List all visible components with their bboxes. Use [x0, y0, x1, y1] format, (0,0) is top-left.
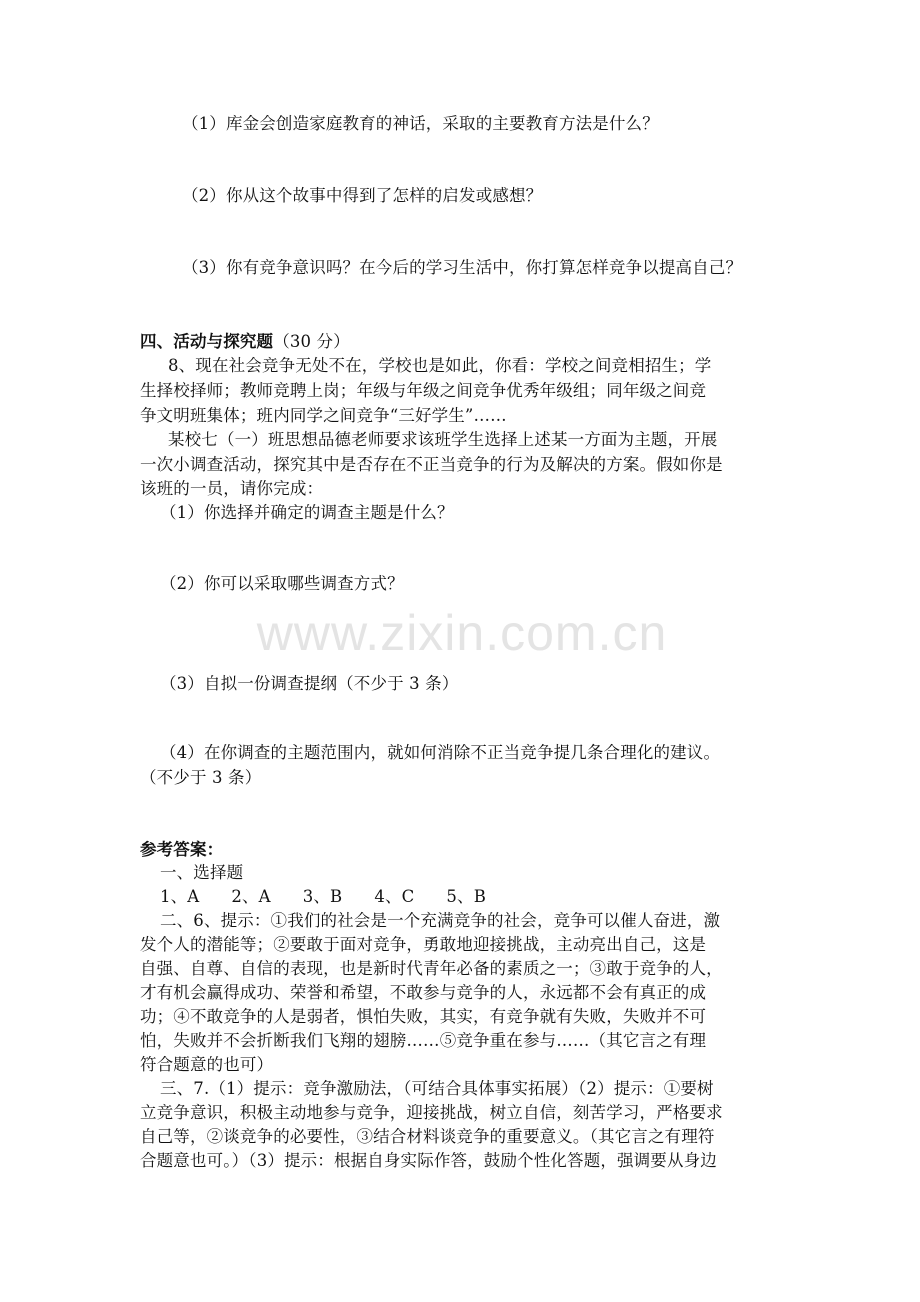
- answers-heading: 参考答案：: [140, 840, 224, 859]
- choice-answer: 1、A: [160, 887, 200, 906]
- paragraph-line: 8、现在社会竞争无处不在，学校也是如此，你看：学校之间竞相招生；学: [168, 356, 712, 375]
- section-four-title: [140, 330, 780, 354]
- choice-answer: 5、B: [446, 887, 486, 906]
- choice-answers: [160, 885, 800, 909]
- answer-line: 怕，失败并不会折断我们飞翔的翅膀……⑤竞争重在参与……（其它言之有理: [140, 1031, 707, 1050]
- question-4-3: （3）自拟一份调查提纲（不少于 3 条）: [160, 674, 459, 693]
- choice-answer: 3、B: [302, 887, 343, 906]
- section-four-score: （30 分）: [273, 332, 350, 351]
- answer-line: 才有机会赢得成功、荣誉和希望，不敢参与竞争的人，永远都不会有真正的成: [140, 983, 707, 1002]
- question-3-2: （2）你从这个故事中得到了怎样的启发或感想？: [182, 186, 543, 205]
- answer-line: 合题意也可。）（3）提示：根据自身实际作答，鼓励个性化答题，强调要从身边: [140, 1151, 717, 1170]
- answer-line: 二、6、提示：①我们的社会是一个充满竞争的社会，竞争可以催人奋进，激: [160, 911, 721, 930]
- section-four-heading: 四、活动与探究题: [140, 332, 274, 351]
- choice-answer: 2、A: [231, 887, 271, 906]
- paragraph-line: 生择校择师；教师竞聘上岗；年级与年级之间竞争优秀年级组；同年级之间竞: [140, 381, 707, 400]
- paragraph-line: 一次小调查活动，探究其中是否存在不正当竞争的行为及解决的方案。假如你是: [140, 455, 723, 474]
- paragraph-line: 某校七（一）班思想品德老师要求该班学生选择上述某一方面为主题，开展: [168, 430, 718, 449]
- answer-line: 自强、自尊、自信的表现，也是新时代青年必备的素质之一；③敢于竞争的人，: [140, 959, 723, 978]
- answer-line: 自己等，②谈竞争的必要性，③结合材料谈竞争的重要意义。（其它言之有理符: [140, 1127, 715, 1146]
- question-3-3: （3）你有竞争意识吗？在今后的学习生活中，你打算怎样竞争以提高自己？: [182, 258, 743, 277]
- answers-part1-title: 一、选择题: [160, 863, 244, 882]
- answer-line: 功；④不敢竞争的人是弱者，惧怕失败，其实，有竞争就有失败，失败并不可: [140, 1007, 707, 1026]
- question-4-1: （1）你选择并确定的调查主题是什么？: [160, 503, 454, 522]
- question-3-1: （1）库金会创造家庭教育的神话，采取的主要教育方法是什么？: [182, 114, 659, 133]
- choice-answer: 4、C: [374, 887, 415, 906]
- answer-line: 三、7.（1）提示：竞争激励法，（可结合具体事实拓展）（2）提示：①要树: [160, 1079, 714, 1098]
- answer-line: 发个人的潜能等；②要敢于面对竞争，勇敢地迎接挑战，主动亮出自己，这是: [140, 935, 707, 954]
- watermark-text: www.zixin.com.cn: [256, 605, 668, 661]
- question-4-2: （2）你可以采取哪些调查方式？: [160, 574, 404, 593]
- answer-line: 符合题意的也可）: [140, 1055, 274, 1074]
- question-4-4-cont: （不少于 3 条）: [140, 768, 262, 787]
- question-4-4: （4）在你调查的主题范围内，就如何消除不正当竞争提几条合理化的建议。: [160, 743, 721, 762]
- answer-line: 立竞争意识，积极主动地参与竞争，迎接挑战，树立自信，刻苦学习，严格要求: [140, 1103, 723, 1122]
- paragraph-line: 争文明班集体；班内同学之间竞争“三好学生”……: [140, 406, 507, 425]
- paragraph-line: 该班的一员，请你完成：: [140, 479, 324, 498]
